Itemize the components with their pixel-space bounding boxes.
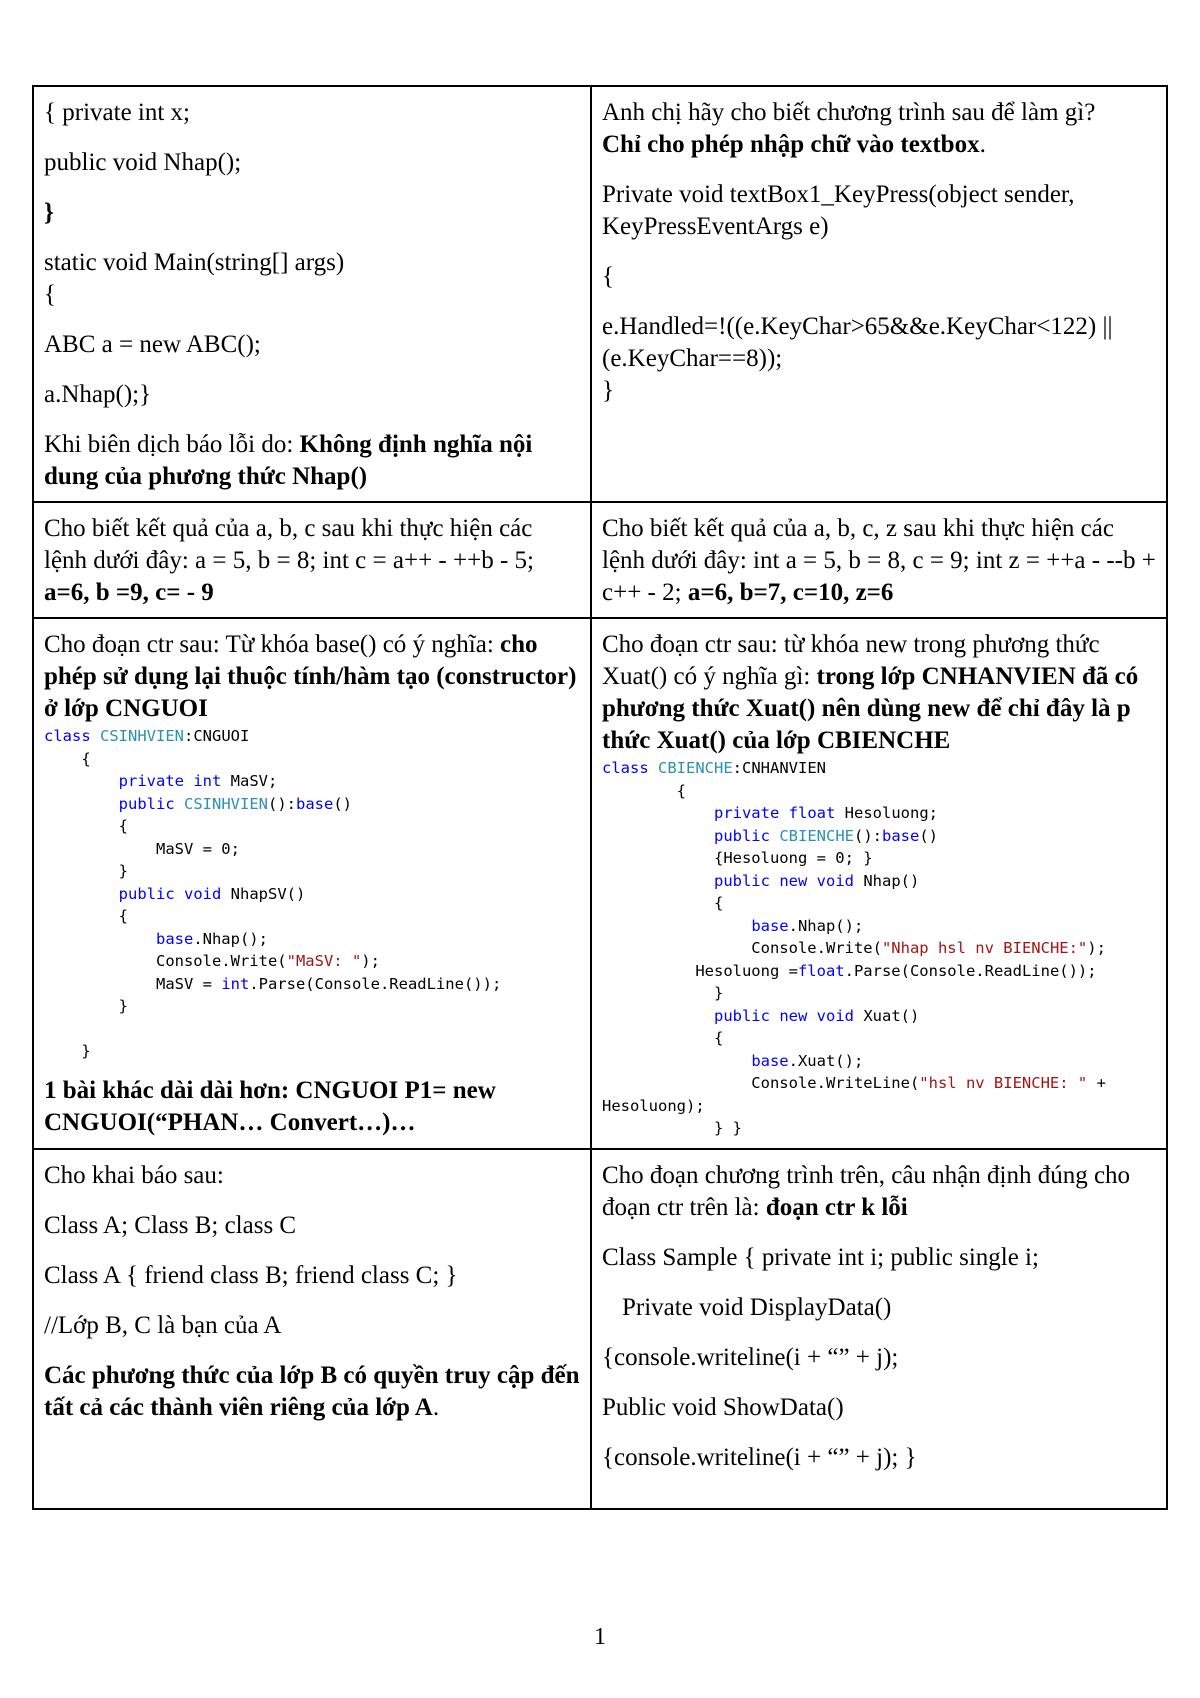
question-answer [44, 513, 580, 609]
answer-text: đoạn ctr k lỗi [765, 1193, 908, 1221]
code-line: Private void textBox1_KeyPress(object sender, KeyPressEventArgs e) [602, 181, 1075, 240]
code-line: static void Main(string[] args) [44, 249, 345, 276]
code-line: { [44, 281, 56, 308]
question-answer [602, 1160, 1156, 1224]
code-line: { private int x; [44, 99, 190, 126]
question-text: Khi biên dịch báo lỗi do: [44, 431, 300, 458]
cell-abcz-result [591, 502, 1167, 618]
answer-text: a=6, b =9, c= - 9 [44, 579, 214, 606]
table-row [33, 86, 1167, 502]
answer-text: Chỉ cho phép nhập chữ vào textbox [602, 131, 980, 158]
code-line: } [44, 199, 54, 226]
code-line: } [602, 377, 614, 404]
answer-text: Không định nghĩa nội dung của phương thức Nhap() [44, 431, 533, 490]
question-text: Cho đoạn chương trình trên, câu nhận định đúng cho đoạn ctr trên là: [602, 1161, 1131, 1221]
code-line: {console.writeline(i + “” + j); } [602, 1443, 917, 1471]
cell-friend-class [33, 1149, 591, 1509]
page-number: 1 [594, 1624, 606, 1650]
question-answer [602, 513, 1156, 609]
code-line: Class A { friend class B; friend class C; } [44, 1261, 458, 1289]
cell-new-keyword [591, 618, 1167, 1149]
question-answer [44, 429, 580, 493]
answer-line: Các phương thức của lớp B có quyền truy cập đến tất cả các thành viên riêng của lớp A. [44, 1361, 580, 1421]
code-line: {console.writeline(i + “” + j); [602, 1343, 899, 1371]
code-line: e.Handled=!((e.KeyChar>65&&e.KeyChar<122) || (e.KeyChar==8)); [602, 313, 1113, 372]
table-row [33, 1149, 1167, 1509]
code-line: { [602, 263, 614, 290]
question-text: Cho biết kết quả của a, b, c sau khi thực hiện các lệnh dưới đây: a = 5, b = 8; int c = a++ - ++b - 5; [44, 515, 534, 574]
qa-table [32, 85, 1168, 1510]
cell-nhap-error [33, 86, 591, 502]
question-text: Cho đoạn ctr sau: từ khóa new trong phương thức Xuat() có ý nghĩa gì: [602, 631, 1100, 690]
code-line: Private void DisplayData() [622, 1293, 892, 1321]
code-line: a.Nhap();} [44, 381, 152, 408]
code-line: Class A; Class B; class C [44, 1211, 297, 1239]
code-line: Class Sample { private int i; public single i; [602, 1243, 1039, 1271]
answer-text: trong lớp CNHANVIEN đã có phương thức Xuat() nên dùng new để chỉ đây là p thức Xuat() của lớp CBIENCHE [602, 663, 1139, 754]
code-line: ABC a = new ABC(); [44, 331, 261, 358]
cell-sample-class [591, 1149, 1167, 1509]
cell-keypress [591, 86, 1167, 502]
answer-text: a=6, b=7, c=10, z=6 [687, 579, 894, 606]
table-row [33, 502, 1167, 618]
answer-line: Chỉ cho phép nhập chữ vào textbox. [602, 131, 986, 158]
code-line: //Lớp B, C là bạn của A [44, 1311, 282, 1339]
code-block-csinhvien: class CSINHVIEN:CNGUOI { private int MaSV; public CSINHVIEN():base() { MaSV = 0; } public void NhapSV() { base.Nhap(); Console.Write("MaSV: "); MaSV = int.Parse(Console.ReadLine()); } } [44, 727, 502, 1060]
question-text: Cho đoạn ctr sau: Từ khóa base() có ý nghĩa: [44, 631, 501, 658]
code-block-cbienche: class CBIENCHE:CNHANVIEN { private float Hesoluong; public CBIENCHE():base() {Hesoluong = 0; } public new void Nhap() { base.Nhap(); Console.Write("Nhap hsl nv BIENCHE:"); Hesoluong =float.Parse(Console.ReadLine()); } public new void Xuat() { base.Xuat(); Console.WriteLine("hsl nv BIENCHE: " + Hesoluong); } } [602, 759, 1106, 1137]
question-answer [44, 629, 580, 725]
code-line: Public void ShowData() [602, 1393, 844, 1421]
question-answer [602, 629, 1156, 757]
question-text: Cho biết kết quả của a, b, c, z sau khi thực hiện các lệnh dưới đây: int a = 5, b = 8, c = 9; int z = ++a - --b + c++ - 2; [602, 515, 1156, 606]
question-text: Cho khai báo sau: [44, 1161, 224, 1189]
table-row [33, 618, 1167, 1149]
code-line: public void Nhap(); [44, 149, 242, 176]
note-bold: 1 bài khác dài dài hơn: CNGUOI P1= new CNGUOI(“PHAN… Convert…)… [44, 1076, 496, 1136]
answer-text: Các phương thức của lớp B có quyền truy cập đến tất cả các thành viên riêng của lớp A [44, 1361, 580, 1421]
note-text [44, 1075, 580, 1139]
question-text: Anh chị hãy cho biết chương trình sau để làm gì? [602, 99, 1096, 126]
answer-text: cho phép sử dụng lại thuộc tính/hàm tạo (constructor) ở lớp CNGUOI [44, 631, 577, 722]
cell-abc-result [33, 502, 591, 618]
cell-base-keyword [33, 618, 591, 1149]
